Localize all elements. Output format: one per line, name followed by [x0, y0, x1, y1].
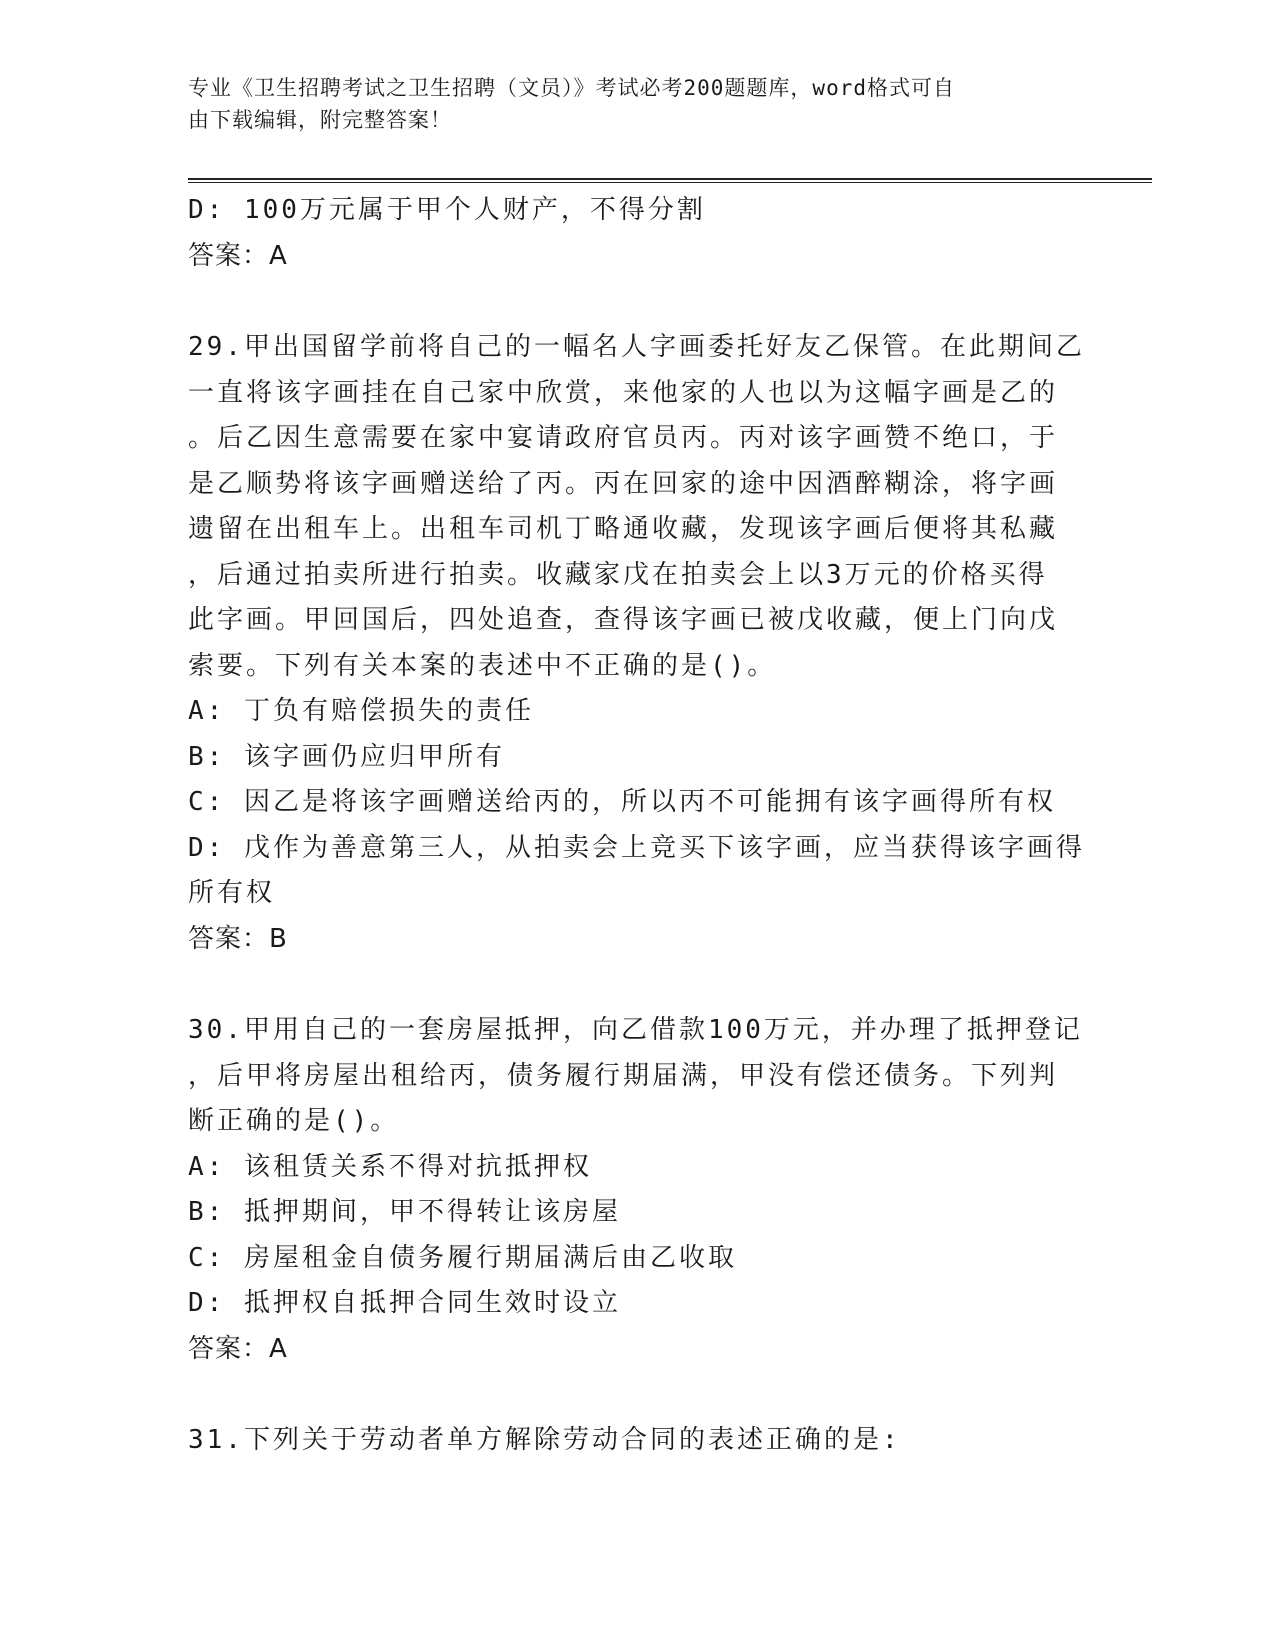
- q29-stem-line: 一直将该字画挂在自己家中欣赏，来他家的人也以为这幅字画是乙的: [188, 377, 1059, 408]
- q29-option-d: D: 戊作为善意第三人，从拍卖会上竞买下该字画，应当获得该字画得: [188, 832, 1085, 863]
- q31-stem: 31.下列关于劳动者单方解除劳动合同的表述正确的是:: [188, 1425, 901, 1455]
- q29-option-c: C: 因乙是将该字画赠送给丙的，所以丙不可能拥有该字画得所有权: [188, 787, 1056, 817]
- q29-option-b: B: 该字画仍应归甲所有: [188, 741, 505, 772]
- q29-stem-line: 此字画。甲回国后，四处追查，查得该字画已被戊收藏，便上门向戊: [188, 605, 1059, 635]
- q29-stem-line: 29.甲出国留学前将自己的一幅名人字画委托好友乙保管。在此期间乙: [188, 332, 1085, 362]
- spacer: [188, 1372, 1088, 1418]
- q29-stem-line: 。后乙因生意需要在家中宴请政府官员丙。丙对该字画赞不绝口，于: [188, 423, 1059, 453]
- q29-stem-line: 是乙顺势将该字画赠送给了丙。丙在回家的途中因酒醉糊涂，将字画: [188, 468, 1059, 499]
- spacer: [188, 279, 1088, 325]
- question-30: [188, 1008, 1088, 1372]
- q29-stem-line: 遗留在出租车上。出租车司机丁略通收藏，发现该字画后便将其私藏: [188, 514, 1059, 544]
- q30-option-d: D: 抵押权自抵押合同生效时设立: [188, 1288, 621, 1318]
- document-body: [188, 188, 1088, 1464]
- question-28: [188, 188, 1088, 279]
- q30-option-c: C: 房屋租金自债务履行期届满后由乙收取: [188, 1242, 737, 1273]
- q28-answer: 答案：A: [188, 240, 288, 271]
- q29-option-d-continued: 所有权: [188, 878, 276, 908]
- spacer: [188, 962, 1088, 1008]
- question-29: [188, 325, 1088, 962]
- q30-stem-line: 30.甲用自己的一套房屋抵押，向乙借款100万元，并办理了抵押登记: [188, 1015, 1083, 1045]
- question-31: [188, 1418, 1088, 1464]
- header-divider: [188, 178, 1152, 183]
- q30-stem-line: ，后甲将房屋出租给丙，债务履行期届满，甲没有偿还债务。下列判: [188, 1060, 1059, 1091]
- q30-option-b: B: 抵押期间，甲不得转让该房屋: [188, 1197, 621, 1227]
- header-line-2: 由下载编辑，附完整答案！: [188, 108, 452, 132]
- q29-answer: 答案：B: [188, 923, 288, 954]
- header-line-1: 专业《卫生招聘考试之卫生招聘（文员）》考试必考200题题库，word格式可自: [188, 76, 955, 100]
- q28-option-d: D: 100万元属于甲个人财产，不得分割: [188, 195, 706, 225]
- q29-stem-line: ，后通过拍卖所进行拍卖。收藏家戊在拍卖会上以3万元的价格买得: [188, 559, 1048, 590]
- q29-option-a: A: 丁负有赔偿损失的责任: [188, 696, 534, 726]
- q30-option-a: A: 该租赁关系不得对抗抵押权: [188, 1151, 592, 1182]
- page-header: [188, 72, 1068, 136]
- q29-stem-line: 索要。下列有关本案的表述中不正确的是()。: [188, 650, 777, 681]
- q30-stem-line: 断正确的是()。: [188, 1106, 400, 1136]
- q30-answer: 答案：A: [188, 1333, 288, 1364]
